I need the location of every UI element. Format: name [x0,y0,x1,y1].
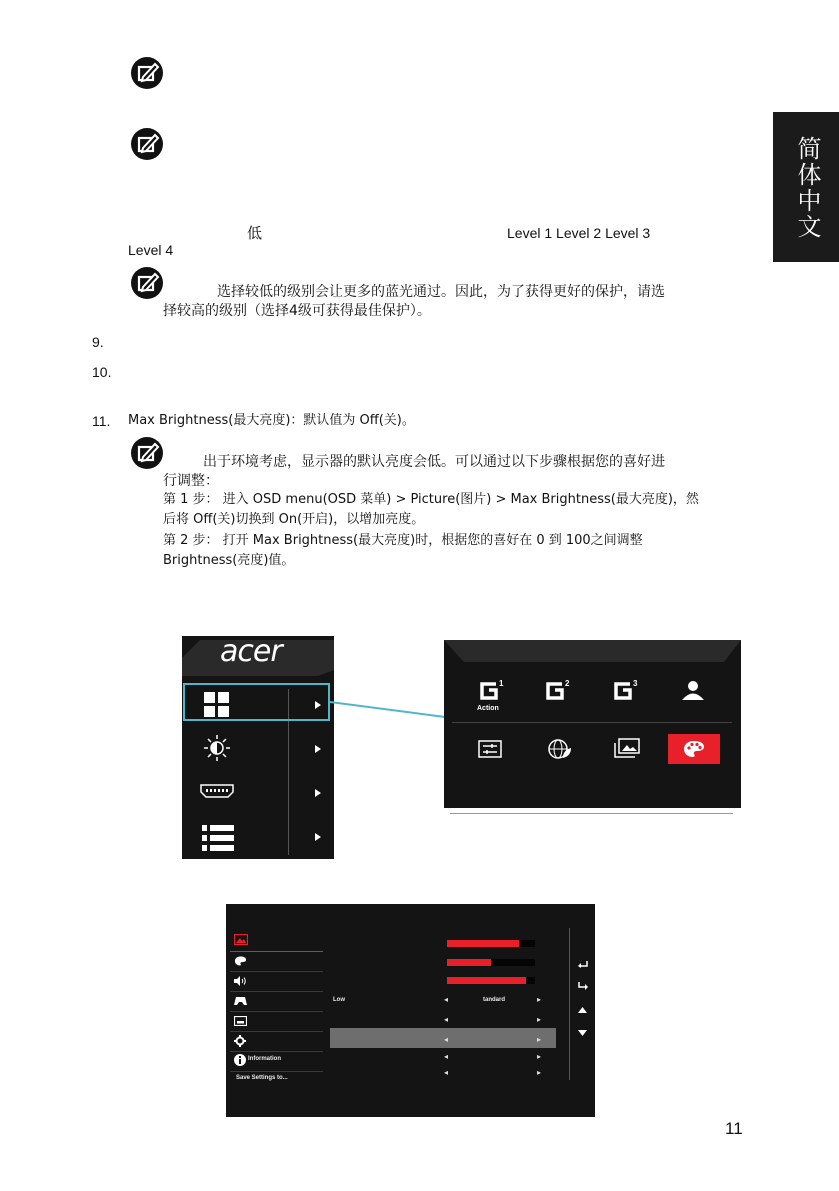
level4-label: Level 4 [128,242,174,258]
left-arrow-icon[interactable]: ◂ [444,1015,449,1024]
contrast-bar-fill [447,959,491,966]
mode-value: tandard [483,997,506,1003]
gear-icon [234,1035,246,1047]
osd-picture-panel [226,904,595,1117]
eco-globe-icon[interactable] [548,738,572,760]
contrast-bar[interactable] [447,959,535,966]
note-bright-line1: 出于环境考虑，显示器的默认亮度会低。可以通过以下步骤根据您的喜好进 [203,454,665,470]
levels-label: Level 1 Level 2 Level 3 [507,225,651,241]
brightness-bar-fill [447,940,519,947]
panel-underline [450,813,733,814]
note-level-line1: 选择较低的级别会让更多的蓝光通过。因此，为了获得更好的保护，请选 [217,284,665,300]
right-arrow-icon[interactable]: ▸ [537,1052,542,1061]
gamepad-icon [234,996,247,1006]
down-arrow-icon[interactable] [578,1030,587,1036]
right-arrow-icon[interactable]: ▸ [537,1035,542,1044]
left-arrow-icon[interactable]: ◂ [444,1035,449,1044]
left-menu-audio[interactable] [230,971,323,992]
panel-header [444,640,741,664]
brightness-bar[interactable] [447,940,535,947]
information-label: Information [248,1056,281,1062]
up-arrow-icon[interactable] [578,1007,587,1013]
language-tab-label: 简体中文 [793,136,821,240]
black-boost-bar-fill [447,977,526,984]
user-icon[interactable] [680,680,706,700]
note-bright-line3: 第 1 步： 进入 OSD menu(OSD 菜单) > Picture(图片) > Max Brightness(最大亮度)，然 [163,492,699,507]
sliders-icon[interactable] [478,740,502,758]
info-icon [234,1054,246,1066]
left-arrow-icon[interactable]: ◂ [444,1068,449,1077]
left-menu-picture[interactable] [230,931,323,952]
save-settings-label: Save Settings to... [236,1075,288,1081]
selected-row[interactable] [330,1028,556,1048]
back-icon[interactable] [578,960,588,968]
g1-mode-icon[interactable] [478,678,508,702]
svg-text:2: 2 [565,679,570,688]
note-bright-line5: 第 2 步： 打开 Max Brightness(最大亮度)时，根据您的喜好在 0 到 100之间调整 [163,533,643,548]
g1-mode-label: Action [477,705,499,712]
palette-icon [683,740,705,758]
acer-logo: acer [220,634,282,669]
right-arrow-icon[interactable]: ▸ [537,995,542,1004]
osd-window-icon [234,1016,247,1026]
osd-modes-panel [444,640,741,808]
color-mode-tile[interactable] [668,734,720,764]
left-arrow-icon[interactable]: ◂ [444,995,449,1004]
item-11-text: Max Brightness(最大亮度)：默认值为 Off(关)。 [128,413,415,428]
low-label: 低 [247,224,263,242]
item-10-number: 10. [92,364,112,380]
svg-text:3: 3 [633,679,638,688]
enter-icon[interactable] [578,982,588,990]
black-boost-bar[interactable] [447,977,535,984]
note-bright-line6: Brightness(亮度)值。 [163,553,295,568]
item-11-number: 11. [92,413,111,429]
panel-divider [452,722,732,723]
picture-icon[interactable] [614,738,640,758]
picture-icon [234,934,248,945]
speaker-icon [234,976,247,986]
g3-mode-icon[interactable] [612,678,642,702]
palette-icon [234,956,247,966]
note-bright-line2: 行调整： [163,473,219,489]
left-menu-save-settings[interactable] [230,1071,323,1091]
note-level-line2: 择较高的级别（选择4级可获得最佳保护）。 [163,303,431,319]
left-menu-gaming[interactable] [230,991,323,1012]
left-menu-system[interactable] [230,1031,323,1052]
left-menu-osd[interactable] [230,1011,323,1032]
low-option-label: Low [333,997,345,1003]
note-bright-line4: 后将 Off(关)切换到 On(开启)，以增加亮度。 [163,512,425,527]
page-number: 11 [725,1119,743,1138]
nav-divider [569,928,570,1080]
g2-mode-icon[interactable] [544,678,574,702]
svg-text:1: 1 [499,679,504,688]
item-9-number: 9. [92,334,104,350]
right-arrow-icon[interactable]: ▸ [537,1015,542,1024]
left-menu-color[interactable] [230,951,323,972]
left-menu-information[interactable] [230,1051,323,1072]
left-arrow-icon[interactable]: ◂ [444,1052,449,1061]
right-arrow-icon[interactable]: ▸ [537,1068,542,1077]
